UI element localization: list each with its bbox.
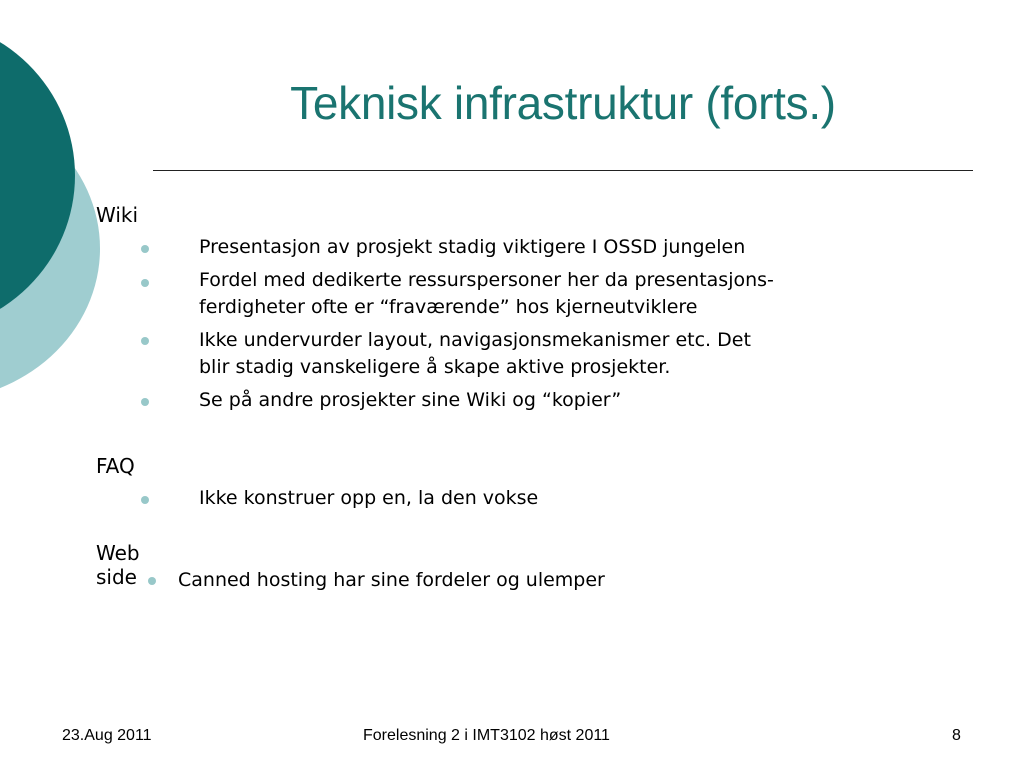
bullet-dot-icon [148,577,156,585]
bullet-item: Fordel med dedikerte ressurspersoner her da presentasjons- ferdigheter ofte er “fraværende” hos kjerneutviklere [199,269,774,318]
title-divider [153,170,973,171]
section-heading-web-side: Web side [96,541,140,589]
footer-course: Forelesning 2 i IMT3102 høst 2011 [363,727,610,744]
section-heading-faq: FAQ [96,454,135,478]
section-heading-wiki: Wiki [96,203,139,227]
bullet-item: Presentasjon av prosjekt stadig viktigere I OSSD jungelen [199,236,746,258]
bullet-item: Ikke konstruer opp en, la den vokse [199,487,539,509]
bullet-item: Canned hosting har sine fordeler og ulemper [178,569,605,591]
footer-page-number: 8 [952,727,961,744]
bullet-dot-icon [141,245,149,253]
footer-date: 23.Aug 2011 [62,727,152,744]
bullet-dot-icon [141,279,149,287]
bullet-dot-icon [141,337,149,345]
bullet-item: Ikke undervurder layout, navigasjonsmekanismer etc. Det blir stadig vanskeligere å skape aktive prosjekter. [199,329,751,378]
bullet-dot-icon [141,496,149,504]
slide-title: Teknisk infrastruktur (forts.) [290,77,836,129]
bullet-dot-icon [141,398,149,406]
bullet-item: Se på andre prosjekter sine Wiki og “kopier” [199,389,622,411]
